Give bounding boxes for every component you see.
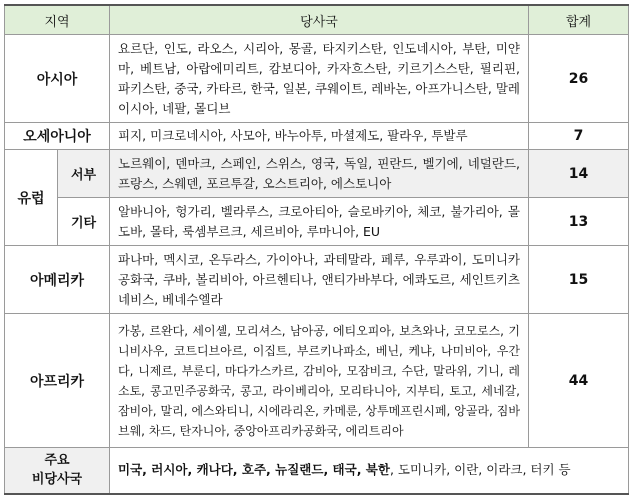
total-america: 15 bbox=[529, 246, 629, 314]
nonmember-label-line1: 주요 bbox=[44, 453, 70, 469]
countries-asia: 요르단, 인도, 라오스, 시리아, 몽골, 타지키스탄, 인도네시아, 부탄, 미얀마, 베트남, 아랍에미리트, 캄보디아, 카자흐스탄, 키르기스스탄, 필리핀, 파키스탄, 중국, 카타르, 한국, 일본, 쿠웨이트, 레바논, 아프가니스탄, 말레이시아, 네팔, 몰디브 bbox=[110, 35, 529, 123]
subregion-west: 서부 bbox=[58, 150, 110, 198]
total-asia: 26 bbox=[529, 35, 629, 123]
header-countries: 당사국 bbox=[110, 5, 529, 35]
nonmember-label-line2: 비당사국 bbox=[31, 472, 83, 488]
subregion-other: 기타 bbox=[58, 198, 110, 246]
row-america bbox=[5, 246, 629, 314]
header-total: 합계 bbox=[529, 5, 629, 35]
row-asia bbox=[5, 35, 629, 123]
region-america: 아메리카 bbox=[5, 246, 110, 314]
total-europe-west: 14 bbox=[529, 150, 629, 198]
row-europe-west bbox=[5, 150, 629, 198]
countries-nonmember bbox=[110, 448, 629, 494]
nonmember-major: 미국, 러시아, 캐나다, 호주, 뉴질랜드, 태국, 북한 bbox=[118, 462, 390, 478]
total-oceania: 7 bbox=[529, 123, 629, 150]
parties-table bbox=[4, 4, 629, 495]
row-africa bbox=[5, 314, 629, 448]
row-oceania bbox=[5, 123, 629, 150]
total-africa: 44 bbox=[529, 314, 629, 448]
countries-america: 파나마, 멕시코, 온두라스, 가이아나, 과테말라, 페루, 우루과이, 도미니카공화국, 쿠바, 볼리비아, 아르헨티나, 앤티가바부다, 에콰도르, 세인트키츠 네비스, 베네수엘라 bbox=[110, 246, 529, 314]
region-africa: 아프리카 bbox=[5, 314, 110, 448]
nonmember-others: , 도미니카, 이란, 이라크, 터키 등 bbox=[389, 462, 571, 478]
countries-oceania: 피지, 미크로네시아, 사모아, 바누아투, 마셜제도, 팔라우, 투발루 bbox=[110, 123, 529, 150]
region-nonmember bbox=[5, 448, 110, 494]
region-europe: 유럽 bbox=[5, 150, 58, 246]
row-europe-other bbox=[5, 198, 629, 246]
countries-africa: 가봉, 르완다, 세이셸, 모리셔스, 남아공, 에티오피아, 보츠와나, 코모로스, 기니비사우, 코트디브아르, 이집트, 부르키나파소, 베닌, 케냐, 나미비아, 우간다, 니제르, 부룬디, 마다가스카르, 감비아, 모잠비크, 수단, 말라위, 기니, 레소토, 콩고민주공화국, 콩고, 라이베리아, 모리타니아, 지부티, 토고, 세네갈, 잠비아, 말리, 에스와티니, 시에라리온, 카메룬, 상투메프린시페, 앙골라, 짐바브웨, 차드, 탄자니아, 중앙아프리카공화국, 에리트리아 bbox=[110, 314, 529, 448]
total-europe-other: 13 bbox=[529, 198, 629, 246]
region-asia: 아시아 bbox=[5, 35, 110, 123]
header-region: 지역 bbox=[5, 5, 110, 35]
countries-europe-west: 노르웨이, 덴마크, 스페인, 스위스, 영국, 독일, 핀란드, 벨기에, 네덜란드, 프랑스, 스웨덴, 포르투갈, 오스트리아, 에스토니아 bbox=[110, 150, 529, 198]
row-nonmember bbox=[5, 448, 629, 494]
countries-europe-other: 알바니아, 헝가리, 벨라루스, 크로아티아, 슬로바키아, 체코, 불가리아, 몰도바, 몰타, 룩셈부르크, 세르비아, 루마니아, EU bbox=[110, 198, 529, 246]
region-oceania: 오세아니아 bbox=[5, 123, 110, 150]
header-row bbox=[5, 5, 629, 35]
